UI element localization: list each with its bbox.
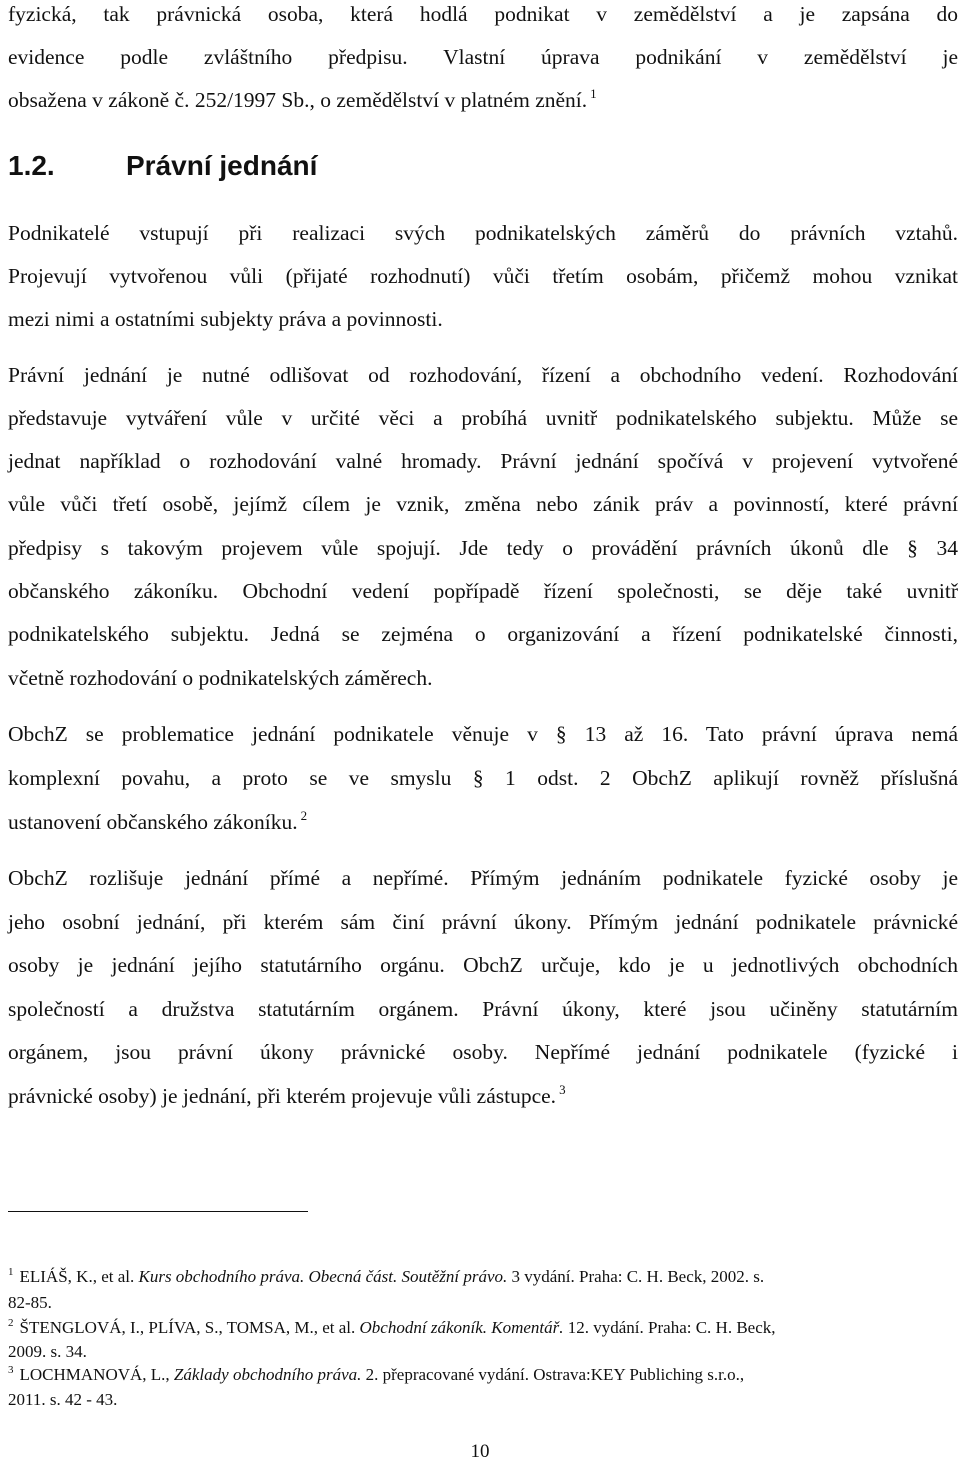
body-text-line: mezi nimi a ostatními subjekty práva a povinnosti. <box>8 307 443 331</box>
body-text-line: právnické osoby) je jednání, při kterém projevuje vůli zástupce. $^3$ <box>8 1082 566 1108</box>
footnote-separator <box>8 1211 308 1212</box>
body-text-line: občanského zákoníku. Obchodní vedení popřípadě řízení společnosti, se děje také uvnitř <box>8 579 958 603</box>
body-text-line: komplexní povahu, a proto se ve smyslu § 1 odst. 2 ObchZ aplikují rovněž příslušná <box>8 766 958 790</box>
body-text-line: společností a družstva statutárním orgánem. Právní úkony, které jsou učiněny statutárním <box>8 997 958 1021</box>
body-text-line: ObchZ se problematice jednání podnikatele věnuje v § 13 až 16. Tato právní úprava nemá <box>8 722 958 746</box>
footnote-3-cont: 2011. s. 42 - 43. <box>8 1390 118 1409</box>
page-number: 10 <box>470 1441 490 1462</box>
body-text-line: jeho osobní jednání, při kterém sám činí právní úkony. Přímým jednání podnikatele právnické <box>8 910 958 934</box>
footnote-ref-1[interactable]: 1 <box>590 86 597 101</box>
footnote-mark: 1 <box>8 1266 14 1278</box>
body-text-line: představuje vytváření vůle v určité věci a probíhá uvnitř podnikatelského subjektu. Může se <box>8 406 958 430</box>
body-text-line: evidence podle zvláštního předpisu. Vlastní úprava podnikání v zemědělství je <box>8 45 958 69</box>
body-text-line: orgánem, jsou právní úkony právnické osoby. Nepřímé jednání podnikatele (fyzické i <box>8 1040 958 1064</box>
body-text-line: ustanovení občanského zákoníku. $^2$ <box>8 808 308 834</box>
body-text-line: vůle vůči třetí osobě, jejímž cílem je vznik, změna nebo zánik práv a povinností, které právní <box>8 492 958 516</box>
footnote-mark: 3 <box>8 1364 14 1376</box>
footnote-1: $^1$ ELIÁŠ, K., et al. Kurs obchodního práva. Obecná část. Soutěžní právo. 3 vydání. Praha: C. H. Beck, 2002. s. <box>8 1266 765 1286</box>
body-text-line: Projevují vytvořenou vůli (přijaté rozhodnutí) vůči třetím osobám, přičemž mohou vznikat <box>8 264 958 288</box>
footnote-ref-3[interactable]: 3 <box>559 1082 566 1097</box>
body-text-line: osoby je jednání jejího statutárního orgánu. ObchZ určuje, kdo je u jednotlivých obchodních <box>8 953 958 977</box>
footnote-ref-2[interactable]: 2 <box>300 808 308 823</box>
footnote-mark: 2 <box>8 1317 14 1329</box>
body-text-line: předpisy s takovým projevem vůle spojují. Jde tedy o provádění právních úkonů dle § 34 <box>8 536 958 560</box>
footnote-2: $^2$ ŠTENGLOVÁ, I., PLÍVA, S., TOMSA, M., et al. Obchodní zákoník. Komentář. 12. vydání. Praha: C. H. Beck, <box>8 1317 776 1337</box>
body-text-line: ObchZ rozlišuje jednání přímé a nepřímé. Přímým jednáním podnikatele fyzické osoby je <box>8 866 958 890</box>
body-text-line: podnikatelského subjektu. Jedná se zejména o organizování a řízení podnikatelské činnosti, <box>8 622 958 646</box>
body-text-line: obsažena v zákoně č. 252/1997 Sb., o zemědělství v platném znění. $^1$ <box>8 86 597 112</box>
section-heading <box>8 150 317 182</box>
body-text-line: Podnikatelé vstupují při realizaci svých podnikatelských záměrů do právních vztahů. <box>8 221 958 245</box>
section-title: Právní jednání <box>126 150 318 181</box>
body-text-line: Právní jednání je nutné odlišovat od rozhodování, řízení a obchodního vedení. Rozhodování <box>8 363 958 387</box>
body-text-line: jednat například o rozhodování valné hromady. Právní jednání spočívá v projevení vytvořené <box>8 449 958 473</box>
section-number: 1.2. <box>8 150 55 181</box>
footnote-3: $^3$ LOCHMANOVÁ, L., Základy obchodního práva. 2. přepracované vydání. Ostrava:KEY Publiching s.r.o., <box>8 1364 745 1384</box>
body-text-line: fyzická, tak právnická osoba, která hodlá podnikat v zemědělství a je zapsána do <box>8 2 958 26</box>
footnote-2-cont: 2009. s. 34. <box>8 1342 87 1361</box>
body-text-line: včetně rozhodování o podnikatelských záměrech. <box>8 666 433 690</box>
footnote-1-cont: 82-85. <box>8 1293 52 1312</box>
